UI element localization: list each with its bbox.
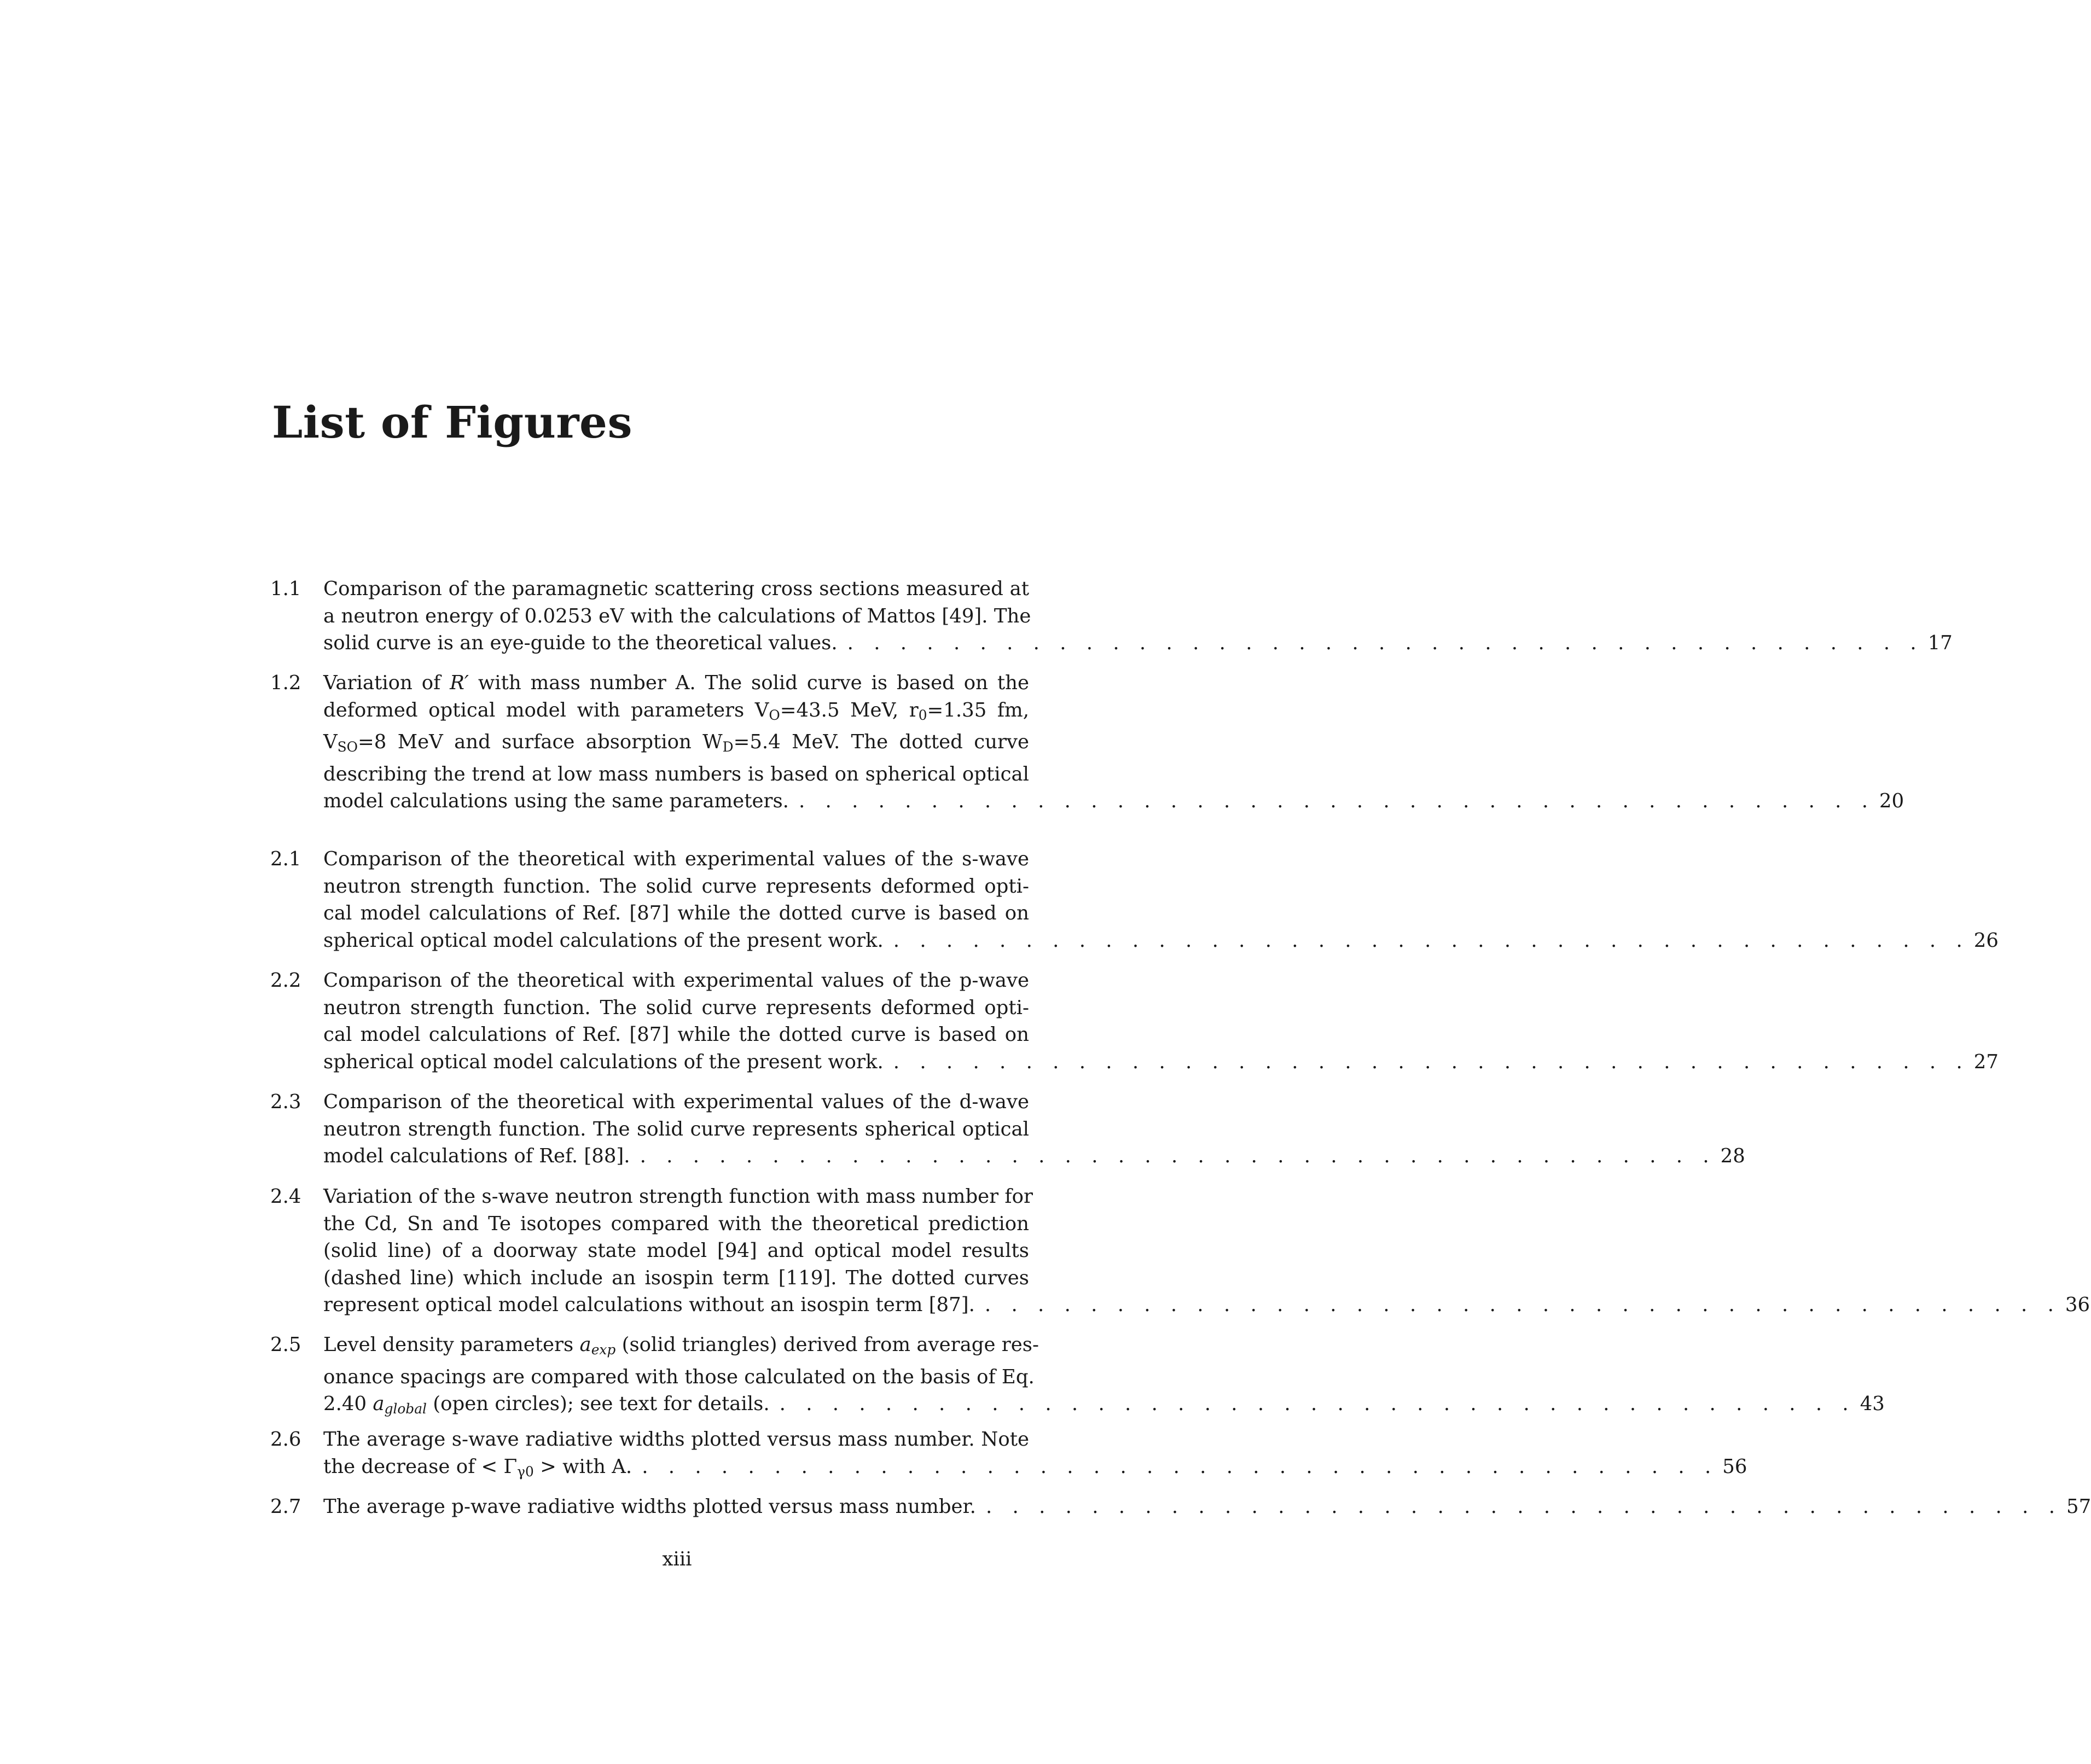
figure-entry-2-1[interactable] xyxy=(270,846,1999,954)
dot-leader: . . . . . . . . . . . . . . . . . . . . . . . . . . . . . . . . . . . . . . . . . xyxy=(798,790,1875,813)
dot-leader: . . . . . . . . . . . . . . . . . . . . . . . . . . . . . . . . . . . . . . . . . xyxy=(893,1050,1970,1073)
figure-number: 2.7 xyxy=(270,1495,301,1518)
page-number[interactable]: 28 xyxy=(1720,1145,1745,1167)
page-folio: xiii xyxy=(662,1548,692,1570)
caption-line: cal model calculations of Ref. [87] while the dotted curve is based on xyxy=(323,902,1029,924)
caption-line: a neutron energy of 0.0253 eV with the calculations of Mattos [49]. The xyxy=(323,604,1031,627)
dot-leader: . . . . . . . . . . . . . . . . . . . . . . . . . . . . . . . . . . . . . . . . . xyxy=(984,1294,2061,1316)
caption-line: $V_{SO}=8$ MeV and surface absorption $W_D=5.4$ MeV. The dotted curve xyxy=(323,731,1029,755)
figure-entry-1-2[interactable] xyxy=(270,669,1904,815)
caption-last-line xyxy=(323,1390,1885,1423)
caption-line: spherical optical model calculations of the present work. xyxy=(323,929,884,952)
figure-number: 2.5 xyxy=(270,1334,301,1356)
page-number[interactable]: 43 xyxy=(1860,1393,1885,1416)
caption-line: The average p-wave radiative widths plotted versus mass number. xyxy=(323,1495,976,1518)
caption-line: Comparison of the theoretical with experimental values of the s-wave xyxy=(323,848,1029,870)
caption-line: 2.40 $a_{global}$ (open circles); see text for details. xyxy=(323,1393,770,1417)
figure-number: 2.1 xyxy=(270,848,301,870)
caption-last-line xyxy=(323,1493,2091,1521)
figure-number: 1.1 xyxy=(270,578,301,600)
figure-entry-2-7[interactable] xyxy=(270,1493,2091,1521)
caption-line: Comparison of the theoretical with experimental values of the d-wave xyxy=(323,1091,1029,1113)
caption-line: the decrease of < $\Gamma_{\gamma 0}$ > with A. xyxy=(323,1455,632,1480)
page-number[interactable]: 36 xyxy=(2065,1294,2090,1316)
caption-line: Comparison of the theoretical with experimental values of the p-wave xyxy=(323,969,1029,992)
caption-line: deformed optical model with parameters $V_O=43.5$ MeV, $r_0=1.35$ fm, xyxy=(323,698,1029,723)
dot-leader: . . . . . . . . . . . . . . . . . . . . . . . . . . . . . . . . . . . . . . . . . xyxy=(985,1495,2062,1518)
caption-last-line xyxy=(323,630,1953,657)
caption-last-line xyxy=(323,927,1999,954)
figure-entry-2-2[interactable] xyxy=(270,967,1999,1075)
page-number[interactable]: 17 xyxy=(1927,632,1953,654)
figure-number: 2.2 xyxy=(270,969,301,992)
dot-leader: . . . . . . . . . . . . . . . . . . . . . . . . . . . . . . . . . . . . . . . . . xyxy=(640,1145,1716,1167)
caption-line: Variation of the s-wave neutron strength function with mass number for xyxy=(323,1185,1033,1208)
page-number[interactable]: 26 xyxy=(1973,929,1999,952)
caption-line: The average s-wave radiative widths plotted versus mass number. Note xyxy=(323,1428,1029,1451)
caption-last-line xyxy=(323,1291,2090,1319)
caption-last-line xyxy=(323,1143,1745,1170)
caption-line: neutron strength function. The solid curve represents deformed opti- xyxy=(323,875,1029,898)
caption-line: Level density parameters $a_{exp}$ (solid triangles) derived from average res- xyxy=(323,1334,1039,1358)
caption-last-line xyxy=(323,1453,1747,1486)
figure-number: 2.4 xyxy=(270,1185,301,1208)
caption-line: onance spacings are compared with those calculated on the basis of Eq. xyxy=(323,1365,1035,1388)
caption-line: cal model calculations of Ref. [87] while the dotted curve is based on xyxy=(323,1023,1029,1046)
caption-line: neutron strength function. The solid curve represents spherical optical xyxy=(323,1117,1029,1140)
caption-line: describing the trend at low mass numbers is based on spherical optical xyxy=(323,762,1029,785)
figure-entry-2-6[interactable] xyxy=(270,1426,1747,1485)
figure-number: 1.2 xyxy=(270,672,301,694)
figure-entry-2-3[interactable] xyxy=(270,1088,1745,1170)
caption-line: the Cd, Sn and Te isotopes compared with the theoretical prediction xyxy=(323,1212,1029,1235)
caption-line: model calculations of Ref. [88]. xyxy=(323,1145,630,1167)
figure-number: 2.6 xyxy=(270,1428,301,1451)
caption-line: (dashed line) which include an isospin term [119]. The dotted curves xyxy=(323,1266,1029,1289)
dot-leader: . . . . . . . . . . . . . . . . . . . . . . . . . . . . . . . . . . . . . . . . . xyxy=(642,1455,1718,1478)
caption-line: spherical optical model calculations of the present work. xyxy=(323,1050,884,1073)
page-number[interactable]: 27 xyxy=(1973,1050,1999,1073)
caption-line: solid curve is an eye-guide to the theoretical values. xyxy=(323,632,838,654)
figure-number: 2.3 xyxy=(270,1091,301,1113)
figure-entry-2-5[interactable] xyxy=(270,1331,1885,1423)
caption-last-line xyxy=(323,788,1904,815)
page-number[interactable]: 20 xyxy=(1879,790,1904,813)
figure-entry-2-4[interactable] xyxy=(270,1183,2090,1319)
dot-leader: . . . . . . . . . . . . . . . . . . . . . . . . . . . . . . . . . . . . . . . . . xyxy=(847,632,1924,654)
caption-last-line xyxy=(323,1049,1999,1076)
caption-line: (solid line) of a doorway state model [94] and optical model results xyxy=(323,1239,1029,1262)
caption-line: neutron strength function. The solid curve represents deformed opti- xyxy=(323,996,1029,1019)
page-number[interactable]: 57 xyxy=(2066,1495,2091,1518)
figure-entry-1-1[interactable] xyxy=(270,575,1953,657)
caption-line: Variation of R′ with mass number A. The solid curve is based on the xyxy=(323,672,1029,694)
dot-leader: . . . . . . . . . . . . . . . . . . . . . . . . . . . . . . . . . . . . . . . . . xyxy=(893,929,1970,952)
dot-leader: . . . . . . . . . . . . . . . . . . . . . . . . . . . . . . . . . . . . . . . . . xyxy=(779,1393,1856,1416)
page-title: List of Figures xyxy=(272,397,632,448)
page-number[interactable]: 56 xyxy=(1722,1455,1747,1478)
caption-line: model calculations using the same parameters. xyxy=(323,790,789,813)
caption-line: represent optical model calculations without an isospin term [87]. xyxy=(323,1294,975,1316)
caption-line: Comparison of the paramagnetic scattering cross sections measured at xyxy=(323,578,1029,600)
